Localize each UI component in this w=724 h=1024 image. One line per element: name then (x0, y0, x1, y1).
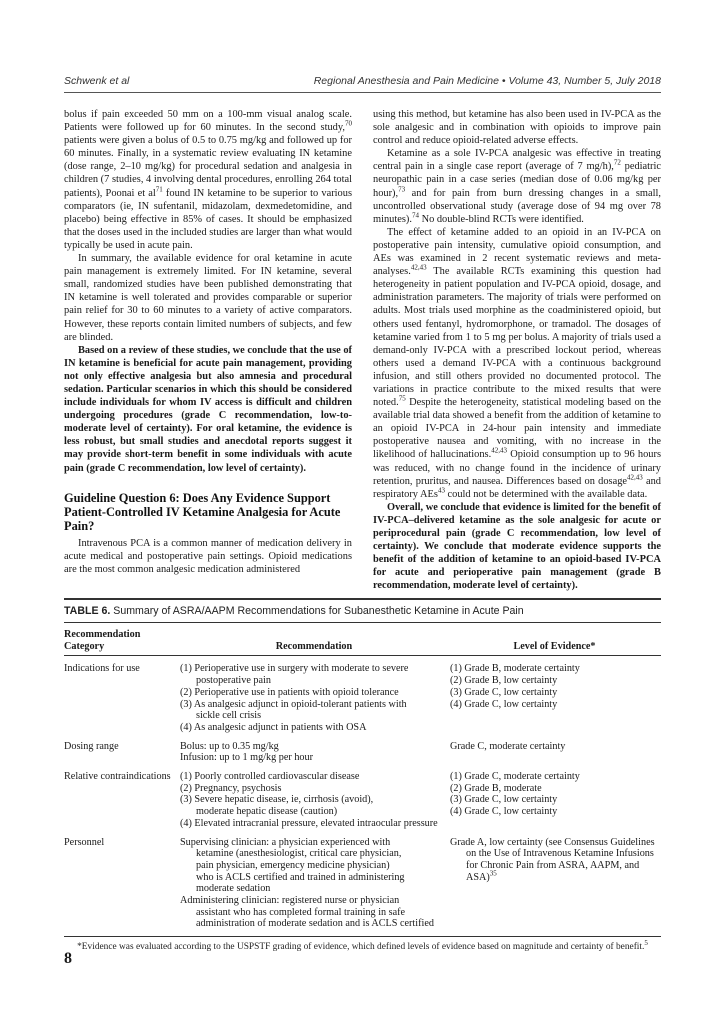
cell-line: moderate sedation (196, 883, 271, 895)
table-cell-recommendation (180, 734, 448, 764)
cell-line: pain physician, emergency medicine physician) (196, 859, 390, 871)
cell-line: who is ACLS certified and trained in administering (196, 871, 405, 883)
table-row (64, 830, 661, 931)
table-cell-recommendation (180, 656, 448, 734)
table-cell-evidence (448, 764, 661, 830)
table-label: TABLE 6. (64, 605, 111, 617)
cell-line: for Chronic Pain from ASRA, AAPM, and ASA)$^{35}$ (466, 859, 640, 883)
cell-line: (4) As analgesic adjunct in patients with OSA (180, 721, 367, 733)
cell-line: ketamine (anesthesiologist, critical care physician, (196, 848, 402, 860)
table-body (64, 656, 661, 930)
cell-line: Grade A, low certainty (see Consensus Guidelines (450, 836, 655, 848)
table-cell-recommendation (180, 764, 448, 830)
right-paragraph-1: using this method, but ketamine has also been used in IV-PCA as the sole analgesic and in combination with opioids to improve pain control and reduce opioid-related adverse effects. (373, 109, 661, 147)
body-columns (64, 108, 661, 592)
cell-line: administration of moderate sedation and is ACLS certified (196, 918, 434, 930)
cell-line: (4) Grade C, low certainty (450, 698, 558, 710)
table-footnote: *Evidence was evaluated according to the USPSTF grading of evidence, which defined levels of evidence based on magnitude and certainty of benefit.$^5$ (64, 936, 661, 952)
page-number: 8 (64, 950, 72, 967)
right-paragraph-2: Ketamine as a sole IV-PCA analgesic was effective in treating central pain in a single case report (average of 7 mg/h),$^{72}$ pediatric neuropathic pain in a case series (median dose of 0.06 mg/kg per hour),$^{73}$ and for pain from burn dressing changes in a small, uncontrolled observational study (average dose of 94 mg over 78 minutes).$^{74}$ No double-blind RCTs were identified. (373, 148, 661, 225)
left-paragraph-4: Intravenous PCA is a common manner of medication delivery in acute medical and postoperative pain settings. Opioid medications are the most common analgesic medication administered (64, 537, 352, 575)
table-header-row (64, 623, 661, 656)
table-6 (64, 598, 661, 952)
table-caption (64, 598, 661, 623)
running-header (64, 72, 661, 93)
cell-line: Bolus: up to 0.35 mg/kg (180, 740, 279, 752)
right-column (373, 108, 661, 592)
cell-line: (1) Perioperative use in surgery with moderate to severe (180, 663, 409, 675)
cell-line: (2) Grade B, low certainty (450, 675, 558, 687)
cell-line: Grade C, moderate certainty (450, 740, 566, 752)
left-paragraph-1: bolus if pain exceeded 50 mm on a 100-mm visual analog scale. Patients were followed up for 60 minutes. In the second study,$^{70}$ patients were given a bolus of 0.5 to 0.75 mg/kg and followed up for 60 minutes. Finally, in a systematic review evaluating IN ketamine (dose range, 2–10 mg/kg) for procedural sedation and analgesia in children (7 studies, 4 involving dental procedures, enrolling 264 total patients), Poonai et $al^{71}$ found IN ketamine to be superior to various comparators (ie, IN sufentanil, midazolam, dexmedetomidine, and placebo) being effective in 85% of cases. It should be emphasized that the doses used in the included studies are larger than what would typically be used in acute pain. (64, 109, 352, 251)
left-column (64, 108, 352, 576)
header-category: Recommendation Category (64, 623, 180, 656)
header-recommendation: Recommendation (180, 623, 448, 656)
cell-line: (3) Grade C, low certainty (450, 686, 558, 698)
cell-line: moderate hepatic disease (caution) (196, 806, 338, 818)
guideline-question-heading: Guideline Question 6: Does Any Evidence Support Patient-Controlled IV Ketamine Analgesia for Acute Pain? (64, 490, 341, 533)
cell-line: (4) Elevated intracranial pressure, elevated intraocular pressure (180, 817, 438, 829)
cell-line: (1) Grade C, moderate certainty (450, 771, 580, 783)
cell-line: (3) Severe hepatic disease, ie, cirrhosis (avoid), (180, 794, 374, 806)
cell-line: assistant who has completed formal training in safe (196, 906, 406, 918)
header-authors: Schwenk et al (64, 75, 130, 87)
table-cell-category: Dosing range (64, 740, 119, 752)
recommendations-table (64, 623, 661, 930)
table-cell-category: Personnel (64, 836, 105, 848)
cell-line: sickle cell crisis (196, 710, 262, 722)
table-row (64, 734, 661, 764)
table-cell-evidence (448, 830, 661, 931)
table-cell-evidence (448, 734, 661, 764)
left-paragraph-conclusion: Based on a review of these studies, we conclude that the use of IN ketamine is beneficial for acute pain management, providing not only effective analgesia but also amnesia and procedural sedation. Particular scenarios in which this should be considered include individuals for whom IV access is difficult and children undergoing procedures (grade C recommendation, low-to-moderate level of certainty). For oral ketamine, the evidence is less robust, but small studies and anecdotal reports suggest it may provide short-term benefit in some individuals with acute pain (grade C recommendation, low level of certainty). (64, 344, 352, 474)
table-row (64, 764, 661, 830)
header-journal: Regional Anesthesia and Pain Medicine • Volume 43, Number 5, July 2018 (313, 75, 661, 87)
cell-line: Administering clinician: registered nurse or physician (180, 895, 400, 907)
table-cell-category: Relative contraindications (64, 771, 171, 783)
cell-line: (3) As analgesic adjunct in opioid-tolerant patients with (180, 698, 407, 710)
table-cell-recommendation (180, 830, 448, 931)
cell-line: (2) Grade B, moderate (450, 782, 542, 794)
cell-line: (4) Grade C, low certainty (450, 806, 558, 818)
table-cell-category: Indications for use (64, 663, 140, 675)
cell-line: (1) Poorly controlled cardiovascular disease (180, 771, 360, 783)
cell-line: on the Use of Intravenous Ketamine Infusions (466, 848, 654, 860)
cell-line: (2) Perioperative use in patients with opioid tolerance (180, 686, 399, 698)
cell-line: postoperative pain (196, 675, 271, 687)
right-paragraph-conclusion: Overall, we conclude that evidence is limited for the benefit of IV-PCA–delivered ketamine as the sole analgesic for acute or periprocedural pain (grade C recommendation, low level of certainty). We conclude that moderate evidence supports the benefit of the addition of ketamine to an opioid-based IV-PCA for acute and perioperative pain management (grade B recommendation, moderate level of certainty). (373, 501, 661, 592)
cell-line: (3) Grade C, low certainty (450, 794, 558, 806)
cell-line: Infusion: up to 1 mg/kg per hour (180, 752, 313, 764)
table-title: Summary of ASRA/AAPM Recommendations for Subanesthetic Ketamine in Acute Pain (113, 605, 524, 617)
cell-line: Supervising clinician: a physician experienced with (180, 836, 391, 848)
header-evidence: Level of Evidence* (448, 623, 661, 656)
table-cell-evidence (448, 656, 661, 734)
table-row (64, 656, 661, 734)
cell-line: (2) Pregnancy, psychosis (180, 782, 282, 794)
left-paragraph-2: In summary, the available evidence for oral ketamine in acute pain management is extremely limited. For IN ketamine, several small, randomized studies have been published demonstrating that IN ketamine is well tolerated and provides comparable or superior pain relief for 30 to 60 minutes to a variety of active comparators. However, these reports contain limited numbers of subjects, and few are blinded. (64, 253, 352, 343)
right-paragraph-3: The effect of ketamine added to an opioid in an IV-PCA on postoperative pain intensity, cumulative opioid consumption, and AEs was examined in 2 recent systematic reviews and meta-analyses.$^{42,43}$ The available RCTs examining this question had heterogeneity in patient population and IV-PCA opioid, dosage, and administration parameters. The majority of trials were performed on adults. Most trials used morphine as the coadministered opioid, but others used fentanyl, hydromorphone, or tramadol. The dosages of ketamine varied from 1 to 5 mg per bolus. A majority of trials used a demand-only IV-PCA with a prescribed lockout period, whereas others used a demand IV-PCA with a continuous background infusion, and still others provided no documented protocol. The variations in practice contribute to the mixed results that were noted.$^{75}$ Despite the heterogeneity, statistical modeling based on the available trial data showed a benefit from the addition of ketamine to an opioid IV-PCA in 24-hour pain intensity and immediate postoperative nausea and vomiting, with no increase in the likelihood of hallucinations.$^{42,43}$ Opioid consumption up to 96 hours was reduced, with no change found in the incidence of urinary retention, pruritus, and nausea. Differences based on dosage$^{42,43}$ and respiratory AEs$^{43}$ could not be determined with the available data. (373, 226, 661, 500)
cell-line: (1) Grade B, moderate certainty (450, 663, 580, 675)
